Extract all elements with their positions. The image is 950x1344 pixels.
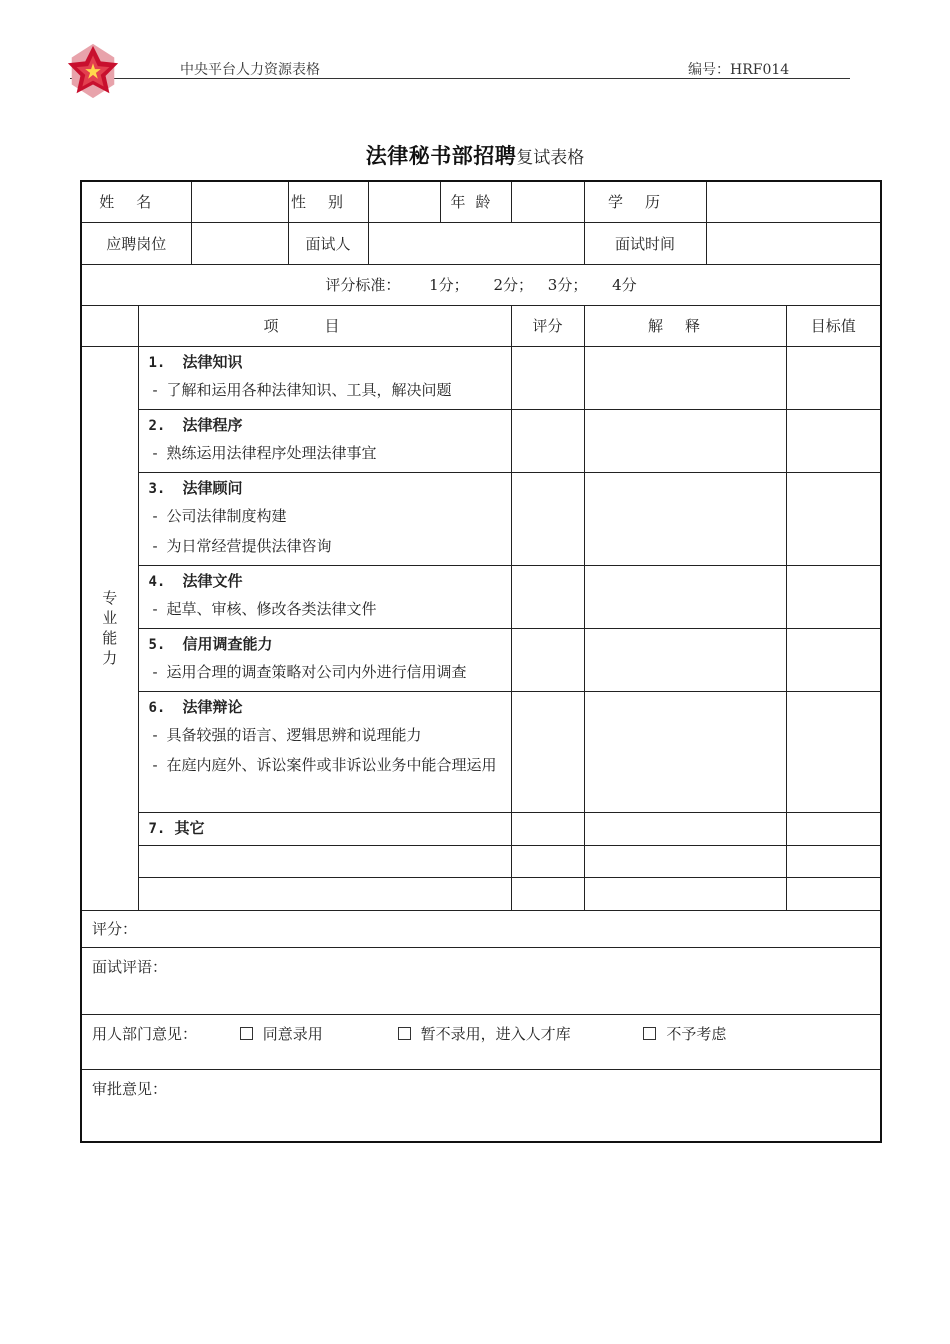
table-row <box>81 346 881 409</box>
scoring-standard-row <box>81 264 881 305</box>
target-cell[interactable] <box>786 565 881 628</box>
score-field[interactable] <box>81 910 881 947</box>
total-score-label: 评分： <box>92 920 138 938</box>
name-label: 姓名 <box>99 193 174 212</box>
item-desc: 熟练运用法律程序处理法律事宜 <box>166 443 377 462</box>
item-cell: 1. 法律知识 - 了解和运用各种法律知识、工具，解决问题 <box>138 346 511 409</box>
comment-row <box>81 947 881 1014</box>
score-cell[interactable] <box>511 346 584 409</box>
interviewer-label: 面试人 <box>288 222 368 264</box>
target-cell[interactable] <box>786 877 881 910</box>
option-approve[interactable]: 同意录用 <box>240 1025 323 1043</box>
score-level-1: 1分； <box>429 276 469 294</box>
col-explain: 解释 <box>648 317 723 335</box>
item-cell: 3. 法律顾问 - 公司法律制度构建 - 为日常经营提供法律咨询 <box>138 472 511 565</box>
score-cell[interactable] <box>511 628 584 691</box>
item-title: 法律知识 <box>182 352 243 371</box>
approval-label: 审批意见： <box>92 1079 168 1098</box>
col-target: 目标值 <box>786 305 881 346</box>
info-row-1 <box>81 181 881 222</box>
item-cell[interactable] <box>138 877 511 910</box>
title-main: 法律秘书部招聘 <box>365 144 517 168</box>
column-header-row <box>81 305 881 346</box>
document-title <box>0 140 950 170</box>
score-cell[interactable] <box>511 472 584 565</box>
item-number: 1. <box>148 354 166 371</box>
section-cell <box>81 346 138 910</box>
approval-row <box>81 1069 881 1142</box>
target-cell[interactable] <box>786 409 881 472</box>
explain-cell[interactable] <box>584 565 786 628</box>
table-row <box>81 691 881 812</box>
explain-cell[interactable] <box>584 346 786 409</box>
item-desc: 公司法律制度构建 <box>166 506 287 525</box>
explain-cell[interactable] <box>584 812 786 845</box>
dept-opinion-label: 用人部门意见： <box>92 1024 198 1043</box>
target-cell[interactable] <box>786 346 881 409</box>
education-field[interactable] <box>706 181 881 222</box>
item-title: 信用调查能力 <box>182 634 273 653</box>
checkbox-icon <box>398 1027 411 1040</box>
item-number: 3. <box>148 480 166 497</box>
item-title: 法律辩论 <box>182 697 243 716</box>
education-label: 学历 <box>608 193 683 212</box>
score-cell[interactable] <box>511 877 584 910</box>
score-row <box>81 910 881 947</box>
option-talent-pool[interactable]: 暂不录用，进入人才库 <box>398 1025 571 1043</box>
option-reject[interactable]: 不予考虑 <box>643 1025 726 1043</box>
item-title: 其它 <box>174 818 205 837</box>
interview-form-table <box>80 180 882 1143</box>
col-score: 评分 <box>511 305 584 346</box>
position-field[interactable] <box>191 222 288 264</box>
company-logo-icon <box>64 42 122 100</box>
item-number: 6. <box>148 699 166 716</box>
table-row <box>81 877 881 910</box>
target-cell[interactable] <box>786 472 881 565</box>
interviewer-field[interactable] <box>368 222 584 264</box>
form-code: 编号：HRF014 <box>688 62 790 78</box>
score-cell[interactable] <box>511 565 584 628</box>
interview-time-field[interactable] <box>706 222 881 264</box>
info-row-2 <box>81 222 881 264</box>
table-row <box>81 628 881 691</box>
item-desc: 为日常经营提供法律咨询 <box>166 536 332 555</box>
name-field[interactable] <box>191 181 288 222</box>
target-cell[interactable] <box>786 691 881 812</box>
item-number: 2. <box>148 417 166 434</box>
item-cell: 2. 法律程序 - 熟练运用法律程序处理法律事宜 <box>138 409 511 472</box>
item-desc: 运用合理的调查策略对公司内外进行信用调查 <box>166 662 467 681</box>
page-header <box>70 48 850 79</box>
explain-cell[interactable] <box>584 877 786 910</box>
score-level-2: 2分； <box>493 276 534 294</box>
score-level-4: 4分 <box>612 276 637 294</box>
item-number: 5. <box>148 636 166 653</box>
checkbox-icon <box>240 1027 253 1040</box>
approval-field[interactable] <box>81 1069 881 1142</box>
score-cell[interactable] <box>511 845 584 877</box>
item-desc: 起草、审核、修改各类法律文件 <box>166 599 377 618</box>
interview-time-label: 面试时间 <box>584 222 706 264</box>
title-sub: 复试表格 <box>516 148 585 168</box>
item-cell: 6. 法律辩论 - 具备较强的语言、逻辑思辨和说理能力 - 在庭内庭外、诉讼案件或非诉讼业务中能合理运用 <box>138 691 511 812</box>
item-title: 法律文件 <box>182 571 243 590</box>
position-label: 应聘岗位 <box>81 222 191 264</box>
target-cell[interactable] <box>786 845 881 877</box>
item-desc: 了解和运用各种法律知识、工具，解决问题 <box>166 380 452 399</box>
age-label: 年龄 <box>450 193 501 212</box>
score-level-3: 3分； <box>547 276 588 294</box>
item-number: 4. <box>148 573 166 590</box>
table-row <box>81 845 881 877</box>
explain-cell[interactable] <box>584 628 786 691</box>
score-cell[interactable] <box>511 691 584 812</box>
item-cell <box>138 812 511 845</box>
score-cell[interactable] <box>511 409 584 472</box>
col-item: 项目 <box>263 317 386 335</box>
target-cell[interactable] <box>786 812 881 845</box>
comment-field[interactable] <box>81 947 881 1014</box>
table-row <box>81 812 881 845</box>
dept-opinion-row <box>81 1014 881 1069</box>
item-title: 法律顾问 <box>182 478 243 497</box>
explain-cell[interactable] <box>584 845 786 877</box>
table-row <box>81 565 881 628</box>
item-desc: 具备较强的语言、逻辑思辨和说理能力 <box>166 725 422 744</box>
explain-cell[interactable] <box>584 691 786 812</box>
table-row <box>81 409 881 472</box>
checkbox-icon <box>643 1027 656 1040</box>
explain-cell[interactable] <box>584 472 786 565</box>
gender-label: 性别 <box>291 193 366 212</box>
item-cell: 4. 法律文件 - 起草、审核、修改各类法律文件 <box>138 565 511 628</box>
item-cell: 5. 信用调查能力 - 运用合理的调查策略对公司内外进行信用调查 <box>138 628 511 691</box>
comment-label: 面试评语： <box>92 957 168 976</box>
explain-cell[interactable] <box>584 409 786 472</box>
gender-field[interactable] <box>368 181 440 222</box>
age-field[interactable] <box>511 181 584 222</box>
item-number: 7. <box>148 820 166 837</box>
table-row <box>81 472 881 565</box>
score-cell[interactable] <box>511 812 584 845</box>
scoring-standard-label: 评分标准： <box>325 276 401 294</box>
item-desc: 在庭内庭外、诉讼案件或非诉讼业务中能合理运用 <box>166 755 497 774</box>
target-cell[interactable] <box>786 628 881 691</box>
section-label: 专业能力 <box>102 589 118 667</box>
item-cell[interactable] <box>138 845 511 877</box>
org-title: 中央平台人力资源表格 <box>180 62 320 78</box>
item-title: 法律程序 <box>182 415 243 434</box>
